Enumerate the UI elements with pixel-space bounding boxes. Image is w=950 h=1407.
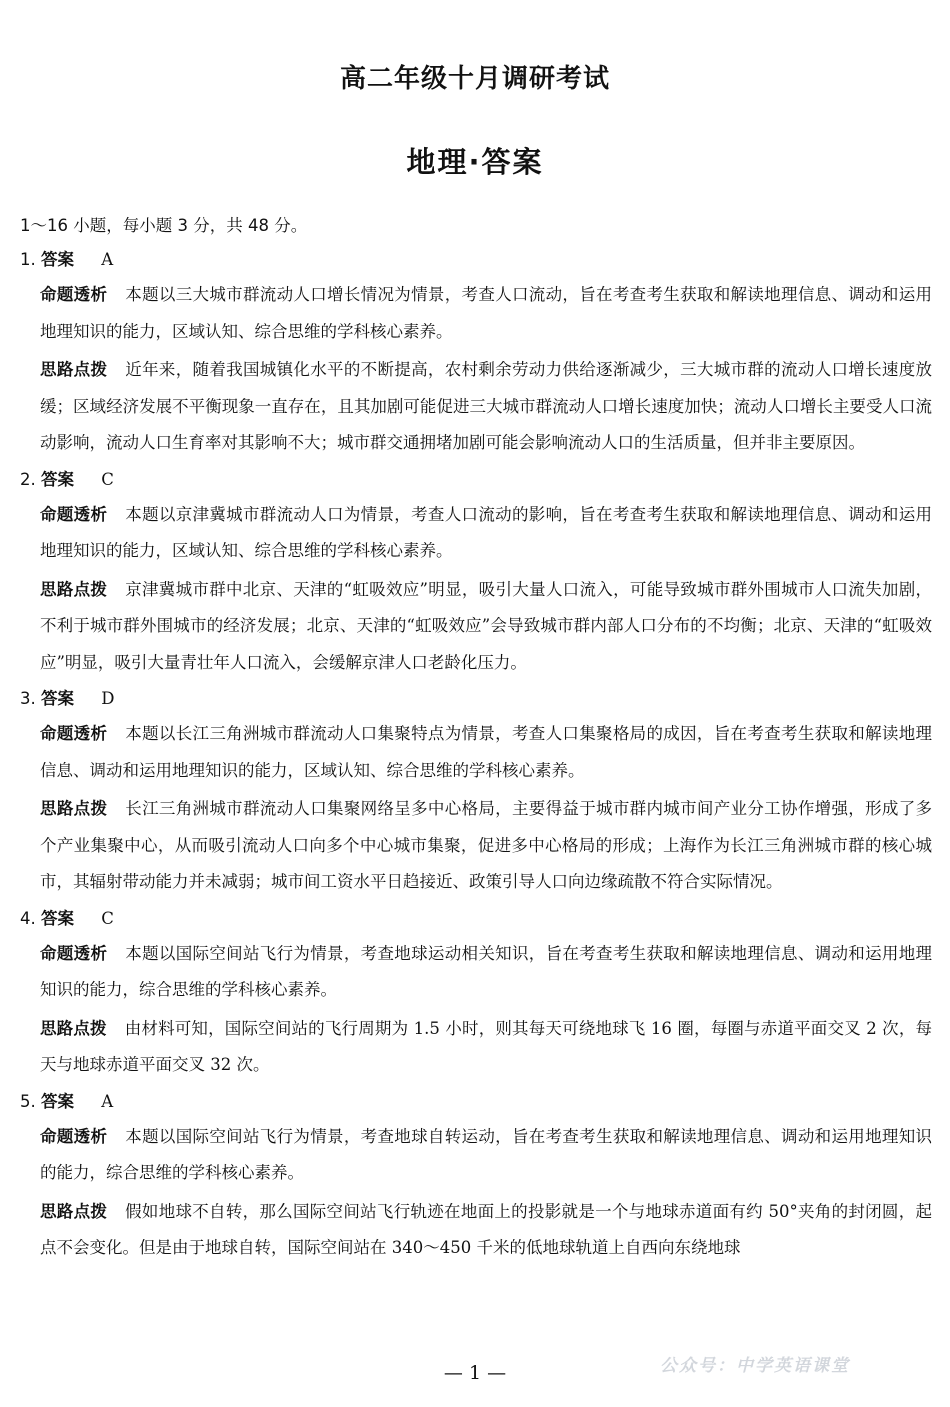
hint-label: 思路点拨 — [40, 360, 108, 379]
hint-label: 思路点拨 — [40, 1201, 108, 1221]
analysis-paragraph — [40, 1119, 932, 1192]
question-list — [20, 244, 932, 1267]
analysis-paragraph — [40, 497, 932, 570]
question-number: 5. — [20, 1091, 36, 1111]
hint-label: 思路点拨 — [40, 579, 108, 599]
hint-label: 思路点拨 — [40, 1018, 107, 1038]
watermark-text: 公众号：中学英语课堂 — [660, 1356, 850, 1376]
answer-content — [20, 210, 932, 1269]
question-header — [20, 903, 932, 935]
question-header — [20, 464, 932, 496]
analysis-paragraph — [40, 716, 932, 789]
hint-paragraph — [40, 1011, 932, 1084]
question-item — [20, 244, 932, 462]
page-number: — 1 — — [443, 1362, 507, 1384]
analysis-label: 命题透析 — [40, 1126, 108, 1146]
hint-text: 由材料可知，国际空间站的飞行周期为 1.5 小时，则其每天可绕地球飞 16 圈，每圈与赤道平面交叉 2 次，每天与地球赤道平面交叉 32 次。 — [40, 1018, 933, 1074]
hint-text: 长江三角洲城市群流动人口集聚网络呈多中心格局，主要得益于城市群内城市间产业分工协作增强，形成了多个产业集聚中心，从而吸引流动人口向多个中心城市集聚，促进多中心格局的形成；上海作为长江三角洲城市群的核心城市，其辐射带动能力并未减弱；城市间工资水平日趋接近、政策引导人口向边缘疏散不符合实际情况。 — [40, 799, 933, 891]
question-item — [20, 903, 932, 1084]
scoring-intro: 1～16 小题，每小题 3 分，共 48 分。 — [20, 216, 308, 235]
analysis-text: 本题以三大城市群流动人口增长情况为情景，考查人口流动，旨在考查考生获取和解读地理信息、调动和运用地理知识的能力，区域认知、综合思维的学科核心素养。 — [40, 285, 933, 341]
question-header — [20, 1086, 932, 1118]
answer-value: A — [101, 250, 114, 269]
analysis-label: 命题透析 — [40, 504, 108, 524]
page-subtitle: 地理·答案 — [406, 145, 544, 179]
question-number: 1. — [20, 250, 36, 269]
analysis-paragraph — [40, 936, 932, 1009]
page-title: 高二年级十月调研考试 — [339, 64, 610, 94]
question-number: 2. — [20, 469, 36, 489]
analysis-label: 命题透析 — [40, 724, 108, 743]
analysis-label: 命题透析 — [40, 285, 108, 304]
hint-paragraph — [40, 1194, 932, 1267]
answer-label: 答案 — [41, 469, 74, 489]
hint-text: 假如地球不自转，那么国际空间站飞行轨迹在地面上的投影就是一个与地球赤道面有约 50°夹角的封闭圆，起点不会变化。但是由于地球自转，国际空间站在 340～450 千米的低地球轨道上自西向东绕地球 — [40, 1201, 932, 1257]
hint-paragraph — [40, 572, 932, 682]
question-number: 4. — [20, 908, 36, 928]
answer-value: D — [101, 689, 115, 708]
hint-label: 思路点拨 — [40, 799, 108, 818]
question-header — [20, 683, 932, 715]
hint-text: 京津冀城市群中北京、天津的“虹吸效应”明显，吸引大量人口流入，可能导致城市群外围城市人口流失加剧，不利于城市群外围城市的经济发展；北京、天津的“虹吸效应”会导致城市群内部人口分布的不均衡；北京、天津的“虹吸效应”明显，吸引大量青壮年人口流入，会缓解京津人口老龄化压力。 — [40, 579, 932, 672]
answer-value: C — [101, 469, 114, 489]
question-item — [20, 683, 932, 901]
answer-value: C — [101, 908, 114, 928]
analysis-text: 本题以长江三角洲城市群流动人口集聚特点为情景，考查人口集聚格局的成因，旨在考查考生获取和解读地理信息、调动和运用地理知识的能力，区域认知、综合思维的学科核心素养。 — [40, 724, 933, 780]
question-header — [20, 244, 932, 276]
answer-label: 答案 — [41, 908, 74, 928]
answer-value: A — [101, 1091, 114, 1111]
analysis-label: 命题透析 — [40, 943, 108, 963]
analysis-text: 本题以京津冀城市群流动人口为情景，考查人口流动的影响，旨在考查考生获取和解读地理信息、调动和运用地理知识的能力，区域认知、综合思维的学科核心素养。 — [40, 504, 933, 560]
analysis-text: 本题以国际空间站飞行为情景，考查地球自转运动，旨在考查考生获取和解读地理信息、调动和运用地理知识的能力，综合思维的学科核心素养。 — [40, 1126, 933, 1182]
answer-label: 答案 — [41, 1091, 74, 1111]
analysis-text: 本题以国际空间站飞行为情景，考查地球运动相关知识，旨在考查考生获取和解读地理信息、调动和运用地理知识的能力，综合思维的学科核心素养。 — [40, 943, 933, 999]
hint-text: 近年来，随着我国城镇化水平的不断提高，农村剩余劳动力供给逐渐减少，三大城市群的流动人口增长速度放缓；区域经济发展不平衡现象一直存在，且其加剧可能促进三大城市群流动人口增长速度加快；流动人口增长主要受人口流动影响，流动人口生育率对其影响不大；城市群交通拥堵加剧可能会影响流动人口的生活质量，但并非主要原因。 — [40, 360, 933, 452]
answer-label: 答案 — [41, 250, 74, 269]
hint-paragraph — [40, 352, 932, 462]
question-item — [20, 464, 932, 682]
answer-label: 答案 — [41, 689, 74, 708]
hint-paragraph — [40, 791, 932, 901]
question-number: 3. — [20, 689, 36, 708]
analysis-paragraph — [40, 277, 932, 350]
question-item — [20, 1086, 932, 1267]
